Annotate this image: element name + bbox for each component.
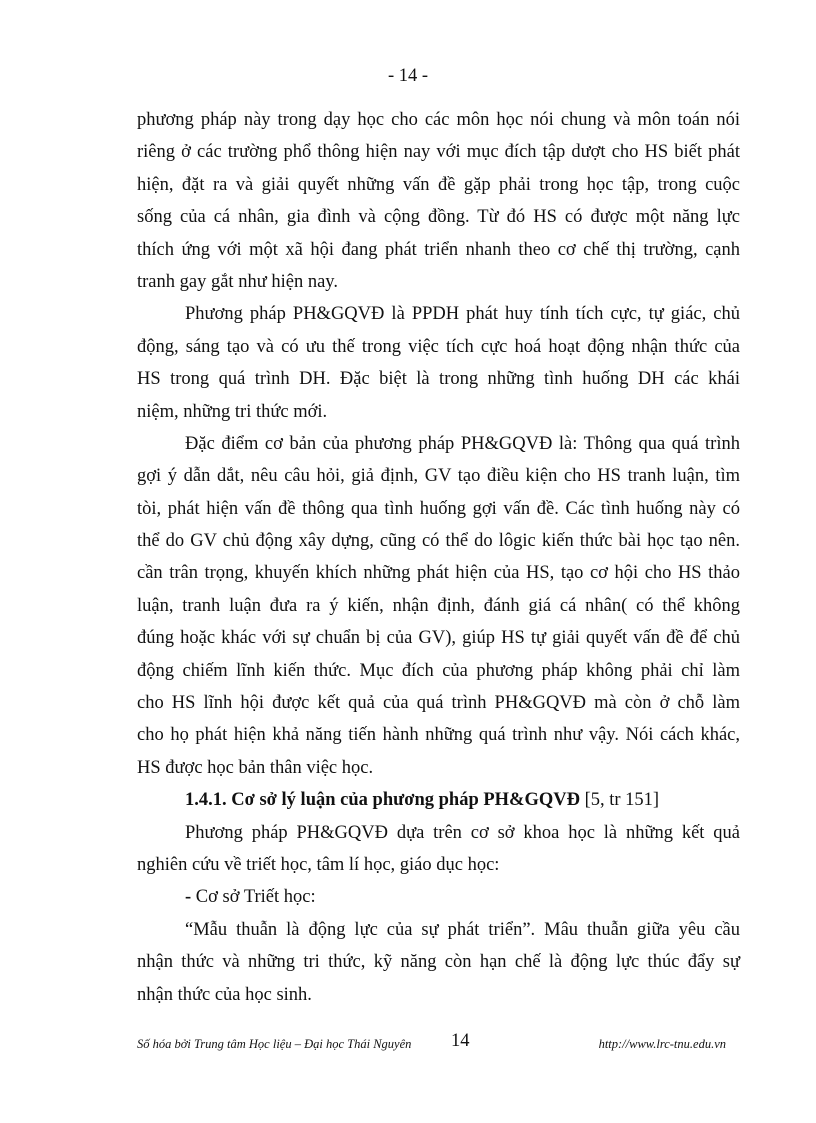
text-line: cho họ phát hiện khả năng tiến hành những quá trình như vậy. Nói cách khác,: [137, 725, 740, 746]
text-line: “Mẫu thuẫn là động lực của sự phát triển”. Mâu thuẫn giữa yêu cầu: [185, 919, 740, 940]
text-line: HS trong quá trình DH. Đặc biệt là trong những tình huống DH các khái: [137, 369, 740, 390]
bullet-text: Cơ sở Triết học:: [195, 887, 316, 908]
section-reference: [5, tr 151]: [579, 790, 660, 811]
footer-url: http://www.lrc-tnu.edu.vn: [598, 1037, 726, 1051]
text-line: nhận thức của học sinh.: [137, 984, 312, 1005]
bullet-marker: -: [185, 887, 196, 908]
text-line: nhận thức và những tri thức, kỹ năng còn hạn chế là động lực thúc đẩy sự: [137, 952, 740, 973]
text-line: đúng hoặc khác với sự chuẩn bị của GV), giúp HS tự giải quyết vấn đề để chủ: [137, 628, 740, 649]
footer-source: Số hóa bởi Trung tâm Học liệu – Đại học Thái Nguyên: [137, 1037, 412, 1051]
text-line: hiện, đặt ra và giải quyết những vấn đề gặp phải trong học tập, trong cuộc: [137, 174, 740, 195]
section-heading-line: [137, 784, 740, 816]
bullet-line: [137, 881, 740, 913]
text-line: thích ứng với một xã hội đang phát triển nhanh theo cơ chế thị trường, cạnh: [137, 239, 740, 260]
page-number-header: - 14 -: [387, 66, 429, 86]
text-line: Phương pháp PH&GQVĐ là PPDH phát huy tính tích cực, tự giác, chủ: [185, 304, 740, 325]
text-line: niệm, những tri thức mới.: [137, 401, 328, 422]
text-line: cần trân trọng, khuyến khích những phát hiện của HS, tạo cơ hội cho HS thảo: [137, 563, 740, 584]
text-line: cho HS lĩnh hội được kết quả của quá trình PH&GQVĐ mà còn ở chỗ làm: [137, 693, 740, 714]
footer-page-number: 14: [451, 1031, 470, 1051]
page-footer: [137, 1031, 740, 1065]
text-line: gợi ý dẫn dắt, nêu câu hỏi, giả định, GV tạo điều kiện cho HS tranh luận, tìm: [137, 466, 740, 487]
section-heading: 1.4.1. Cơ sở lý luận của phương pháp PH&GQVĐ: [185, 790, 580, 811]
text-line: thể do GV chủ động xây dựng, cũng có thể do lôgic kiến thức bài học tạo nên.: [137, 531, 740, 552]
text-line: tranh gay gắt như hiện nay.: [137, 271, 338, 292]
page-body: [137, 104, 740, 1011]
text-line: nghiên cứu về triết học, tâm lí học, giáo dục học:: [137, 854, 500, 875]
text-line: riêng ở các trường phổ thông hiện nay với mục đích tập dượt cho HS biết phát: [137, 142, 740, 163]
text-line: tòi, phát hiện vấn đề thông qua tình huống gợi vấn đề. Các tình huống này có: [137, 498, 740, 519]
text-line: luận, tranh luận đưa ra ý kiến, nhận định, đánh giá cá nhân( có thể không: [137, 595, 740, 616]
text-line: HS được học bản thân việc học.: [137, 757, 374, 778]
text-line: sống của cá nhân, gia đình và cộng đồng. Từ đó HS có được một năng lực: [137, 207, 740, 228]
text-line: phương pháp này trong dạy học cho các môn học nói chung và môn toán nói: [137, 110, 740, 130]
text-line: động, sáng tạo và có ưu thế trong việc tích cực hoá hoạt động nhận thức của: [137, 336, 740, 357]
text-line: Phương pháp PH&GQVĐ dựa trên cơ sở khoa học là những kết quả: [185, 822, 740, 843]
text-line: Đặc điểm cơ bản của phương pháp PH&GQVĐ là: Thông qua quá trình: [185, 433, 740, 454]
text-line: động chiếm lĩnh kiến thức. Mục đích của phương pháp không phải chỉ làm: [137, 660, 740, 681]
